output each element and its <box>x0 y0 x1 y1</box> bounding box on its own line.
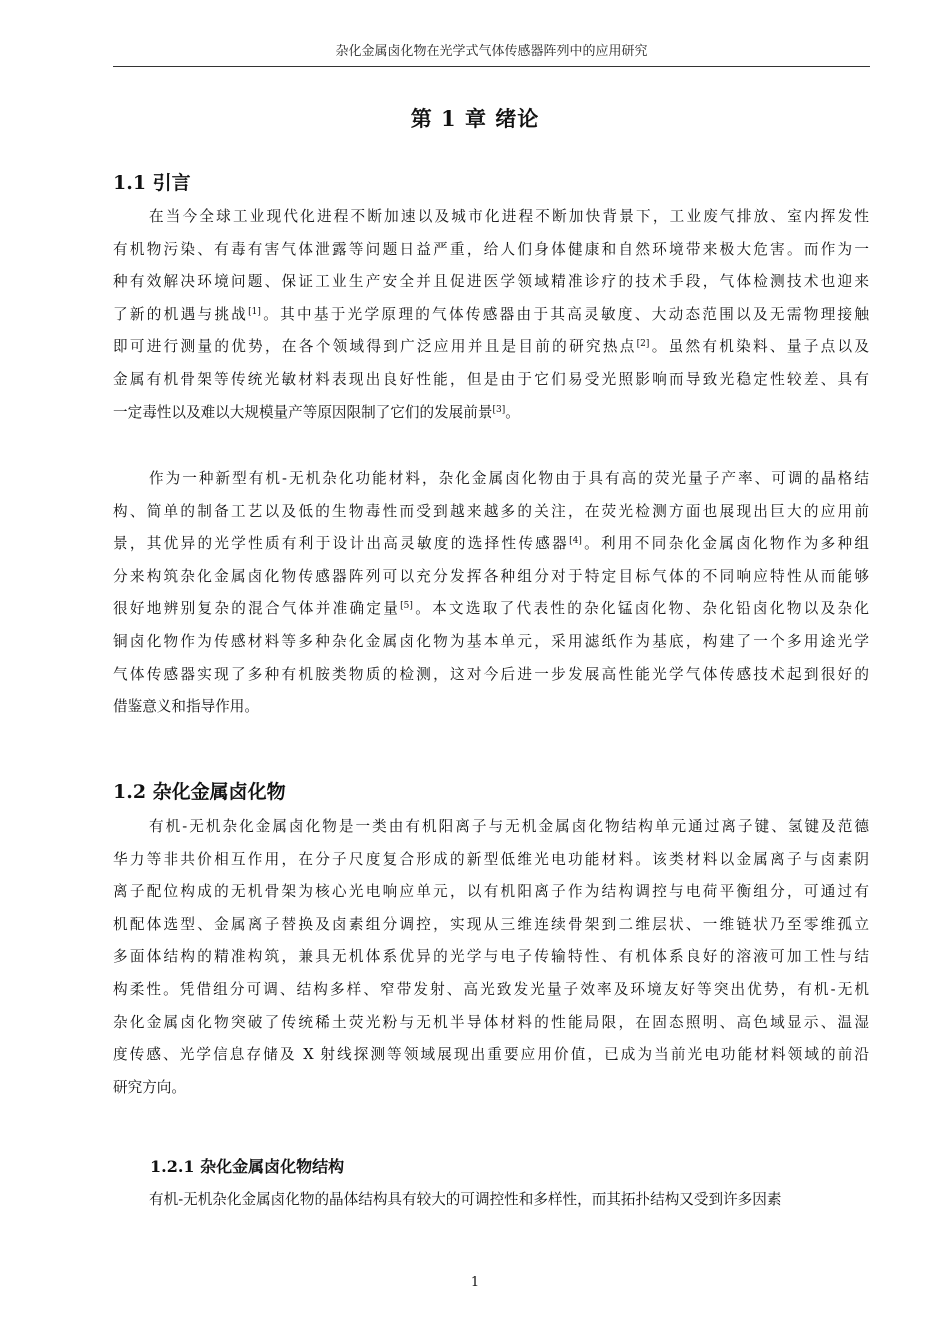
text-span: 即可进行测量的优势，在各个领域得到广泛应用并且是目前的研究热点 <box>113 338 637 356</box>
section-heading-hybrid-metal-halides: 1.2 杂化金属卤化物 <box>113 781 286 803</box>
paragraph-hybrid-metal-halides <box>113 811 869 1104</box>
text-span: 很好地辨别复杂的混合气体并准确定量 <box>113 600 401 618</box>
text-line: 金属有机骨架等传统光敏材料表现出良好性能，但是由于它们易受光照影响而导致光稳定性较差、具有 <box>113 370 869 388</box>
text-line <box>113 299 869 332</box>
text-line <box>113 593 869 626</box>
text-line: 华力等非共价相互作用，在分子尺度复合形成的新型低维光电功能材料。该类材料以金属离子与卤素阴 <box>113 850 869 868</box>
paragraph-intro-2 <box>113 463 869 724</box>
text-span: 一定毒性以及难以大规模量产等原因限制了它们的发展前景 <box>113 403 493 421</box>
subsection-heading-structure: 1.2.1 杂化金属卤化物结构 <box>150 1157 345 1176</box>
text-line: 借鉴意义和指导作用。 <box>113 698 259 716</box>
paragraph-intro-1 <box>113 201 869 429</box>
text-line <box>113 528 869 561</box>
text-span: 。其中基于光学原理的气体传感器由于其高灵敏度、大动态范围以及无需物理接触 <box>260 305 869 323</box>
paragraph-structure <box>113 1184 869 1217</box>
text-span: 了新的机遇与挑战 <box>113 305 249 323</box>
text-line: 多面体结构的精准构筑，兼具无机体系优异的光学与电子传输特性、有机体系良好的溶液可加工性与结 <box>113 948 869 966</box>
text-line: 种有效解决环境问题、保证工业生产安全并且促进医学领域精准诊疗的技术手段，气体检测技术也迎来 <box>113 273 869 291</box>
text-line <box>113 331 869 364</box>
text-line: 有机-无机杂化金属卤化物是一类由有机阳离子与无机金属卤化物结构单元通过离子键、氢键及范德 <box>149 818 869 835</box>
text-line: 有机物污染、有毒有害气体泄露等问题日益严重，给人们身体健康和自然环境带来极大危害。而作为一 <box>113 240 869 258</box>
text-line: 有机-无机杂化金属卤化物的晶体结构具有较大的可调控性和多样性，而其拓扑结构又受到许多因素 <box>149 1191 782 1208</box>
text-span: 景，其优异的光学性质有利于设计出高灵敏度的选择性传感器 <box>113 535 570 553</box>
citation-ref: [2] <box>636 339 650 350</box>
text-span: 。虽然有机染料、量子点以及 <box>649 338 869 356</box>
citation-ref: [1] <box>248 306 261 317</box>
page-number: 1 <box>470 1275 480 1290</box>
text-line: 杂化金属卤化物突破了传统稀土荧光粉与无机半导体材料的性能局限，在固态照明、高色域显示、温湿 <box>113 1013 869 1031</box>
text-line <box>113 397 869 430</box>
chapter-title: 第 1 章 绪论 <box>410 106 540 131</box>
text-line: 铜卤化物作为传感材料等多种杂化金属卤化物为基本单元，采用滤纸作为基底，构建了一个多用途光学 <box>113 632 869 650</box>
citation-ref: [3] <box>492 404 506 415</box>
text-span: 。 <box>505 403 520 421</box>
citation-ref: [5] <box>400 601 413 612</box>
text-line: 研究方向。 <box>113 1078 186 1096</box>
text-line: 分来构筑杂化金属卤化物传感器阵列可以充分发挥各种组分对于特定目标气体的不同响应特性从而能够 <box>113 567 869 585</box>
citation-ref: [4] <box>569 536 582 547</box>
text-line: 构柔性。凭借组分可调、结构多样、窄带发射、高光致发光量子效率及环境友好等突出优势，有机-无机 <box>113 980 869 998</box>
text-line: 构、简单的制备工艺以及低的生物毒性而受到越来越多的关注，在荧光检测方面也展现出巨大的应用前 <box>113 502 869 520</box>
text-span: 。利用不同杂化金属卤化物作为多种组 <box>581 535 869 553</box>
text-span: 。本文选取了代表性的杂化锰卤化物、杂化铅卤化物以及杂化 <box>412 600 869 618</box>
section-heading-intro: 1.1 引言 <box>113 172 191 194</box>
text-line: 离子配位构成的无机骨架为核心光电响应单元，以有机阳离子作为结构调控与电荷平衡组分，可通过有 <box>113 883 869 901</box>
text-line: 机配体选型、金属离子替换及卤素组分调控，实现从三维连续骨架到二维层状、一维链状乃至零维孤立 <box>113 915 869 933</box>
text-line: 在当今全球工业现代化进程不断加速以及城市化进程不断加快背景下，工业废气排放、室内挥发性 <box>149 208 869 225</box>
text-line: 作为一种新型有机-无机杂化功能材料，杂化金属卤化物由于具有高的荧光量子产率、可调的晶格结 <box>149 470 869 487</box>
text-line: 度传感、光学信息存储及 X 射线探测等领域展现出重要应用价值，已成为当前光电功能材料领域的前沿 <box>113 1046 869 1064</box>
running-header: 杂化金属卤化物在光学式气体传感器阵列中的应用研究 <box>113 44 870 67</box>
text-line: 气体传感器实现了多种有机胺类物质的检测，这对今后进一步发展高性能光学气体传感技术起到很好的 <box>113 665 869 683</box>
